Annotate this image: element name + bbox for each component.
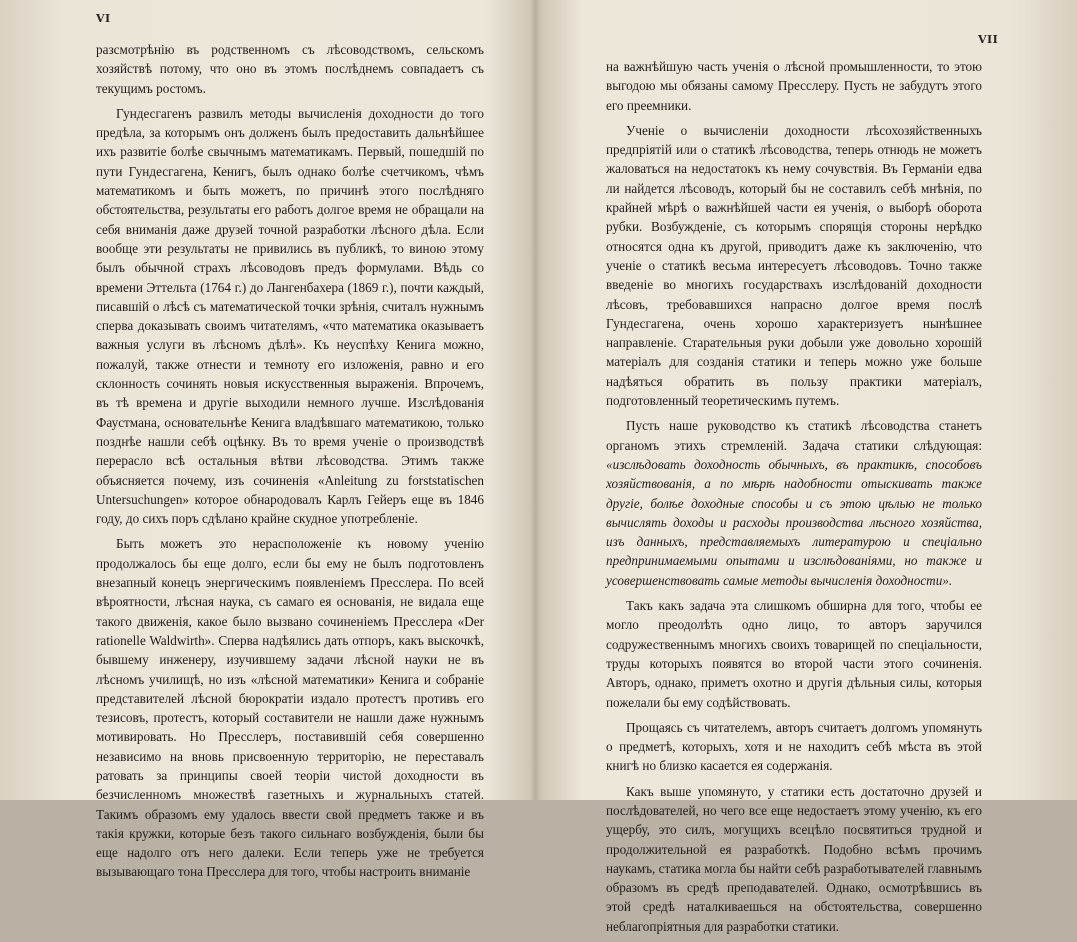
- paragraph-lead: Пусть наше руководство къ статикѣ лѣсоводства станетъ органомъ этихъ стремленій. Задача статики слѣдующая:: [606, 418, 982, 453]
- right-page: [540, 0, 1077, 934]
- paragraph: Такъ какъ задача эта слишкомъ обширна для того, чтобы ее могло преодолѣть одно лицо, то авторъ заручился содружественнымъ многихъ своихъ товарищей по спеціальности, труды которыхъ появятся во второй части этого сочиненія. Авторъ, однако, приметъ охотно и другія дѣльныя силы, которыя пожелали бы ему содѣйствовать.: [606, 598, 982, 710]
- paragraph: Ученіе о вычисленіи доходности лѣсохозяйственныхъ предпріятій или о статикѣ лѣсоводства, теперь отнюдь не можетъ жаловаться на недостатокъ къ нему сочувствія. Въ Германіи едва ли найдется лѣсоводъ, который бы не составилъ себѣ мнѣнія, по крайней мѣрѣ о важнѣйшей части ея ученія, о выборѣ оборота рубки. Возбужденіе, съ которымъ спорящія стороны нерѣдко относятся одна къ другой, приводитъ даже къ заключенію, что ученіе о статикѣ весьма интересуетъ лѣсоводовъ. Точно также введеніе во многихъ государствахъ изслѣдованій доходности лѣсовъ, требовавшихся напрасно долгое время послѣ Гундесгагена, очень хорошо характеризуетъ нынѣшнее направленіе. Старательныя руки добыли уже довольно хорошій матеріалъ для созданія статики и теперь можно уже больше надѣяться обратить въ пользу практики матеріалъ, подготовленный теоретическимъ путемъ.: [606, 122, 982, 409]
- paragraph: Быть можетъ это нерасположеніе къ новому ученію продолжалось бы еще долго, если бы ему не былъ подготовленъ внезапный конецъ энергическимъ появленіемъ Пресслера. По всей вѣроятности, лѣсная наука, съ самаго ея основанія, не видала еще такого движенія, какое было вызвано сочиненіемъ Пресслера «Der rationelle Waldwirth». Сперва надѣялись дать отпоръ, какъ выскочкѣ, бывшему инженеру, изучившему задачи лѣсной науки не въ лѣсномъ училищѣ, но изъ «лѣсной математики» Кенига и собраніе представителей лѣсной бюрократіи издало протестъ противъ его тезисовъ, протестъ, который составители не нашли даже нужнымъ мотивировать. Но Пресслеръ, поставившій себя совершенно независимо на вновь присвоенную территорію, не переставалъ ратовать за принципы своей теоріи чистой доходности въ безчисленномъ множествѣ газетныхъ и журнальныхъ статей. Такимъ образомъ ему удалось ввести свой предметъ также и въ такія кружки, которые безъ такого сильнаго возбужденія, были бы еще надолго отъ него далеки. Если теперь уже не требуется вызывающаго тона Пресслера для того, чтобы настроить вниманіе: [96, 536, 484, 880]
- paragraph: на важнѣйшую часть ученія о лѣсной промышленности, то этою выгодою мы обязаны самому Пресслеру. Пусть не забудутъ этого его преемники.: [606, 59, 982, 113]
- left-page: [0, 0, 538, 880]
- paragraph: разсмотрѣнію въ родственномъ съ лѣсоводствомъ, сельскомъ хозяйствѣ потому, что оно въ этомъ послѣднемъ совпадаетъ съ текущимъ ростомъ.: [96, 42, 484, 96]
- paragraph: Гундесгагенъ развилъ методы вычисленія доходности до того предѣла, за которымъ онъ долженъ былъ предоставить дальнѣйшее ихъ развитіе болѣе свычнымъ математикамъ. Первый, пошедшій по пути Гундесгагена, Кенигъ, былъ однако болѣе счетчикомъ, чѣмъ математикомъ и быть можетъ, по причинѣ этого послѣдняго обстоятельства, результаты его работъ долгое время не обращали на себя вниманія даже друзей точной разработки лѣсного дѣла. Если вообще эти результаты не привились въ публикѣ, то виною этому былъ обычной страхъ лѣсоводовъ предъ формулами. Вѣдь со времени Эттельта (1764 г.) до Лангенбахера (1869 г.), почти каждый, писавшій о лѣсѣ съ математической точки зрѣнія, считалъ нужнымъ сперва доказывать своимъ читателямъ, «что математика оказываетъ важныя услуги въ лѣсномъ дѣлѣ». Къ неуспѣху Кенига можно, пожалуй, также отнести и темноту его изложенія, равно и его склонность сочинять новыя искусственныя выраженія. Впрочемъ, въ тѣ времена и другіе выходили немного лучше. Изслѣдованія Фаустмана, основательнѣе Кенига владѣвшаго математикою, только позднѣе нашли себѣ оцѣнку. Въ то время ученіе о производствѣ перерасло всѣ остальныя вѣтви лѣсоводства. Этимъ также объясняется почему, изъ сочиненія «Anleitung zu forststatischen Untersuchungen» которое обнародовалъ Карлъ Гейеръ еще въ 1846 году, до сихъ поръ сдѣлано крайне скудное употребленіе.: [96, 105, 484, 527]
- page-body: [96, 40, 484, 888]
- paragraph: Какъ выше упомянуто, у статики есть достаточно друзей и послѣдователей, но чего все еще недостаетъ этому ученію, къ его ущербу, это силъ, могущихъ всецѣло посвятиться трудной и продолжительной ея разработкѣ. Подобно всѣмъ прочимъ наукамъ, статика могла бы найти себѣ разработывателей главнымъ образомъ въ средѣ преподавателей. Однако, осмотрѣвшись въ этой средѣ наталкиваешься на обстоятельства, совершенно неблагопріятныя для разработки статики.: [606, 783, 982, 934]
- page-number: VII: [978, 33, 999, 46]
- italic-definition: «изслѣдовать доходность обычныхъ, въ практикѣ, способовъ хозяйствованія, а по мѣрѣ надобности отыскивать также другіе, болѣе доходные способы и съ этою цѣлью не только вычислять доходы и расходы производства лѣсного хозяйства, изъ данныхъ, представляемыхъ литературою и спеціально предпринимаемыми опытами и изслѣдованіями, но также и усовершенствовать самые методы вычисленія доходности».: [606, 456, 982, 588]
- paragraph: Прощаясь съ читателемъ, авторъ считаетъ долгомъ упомянуть о предметѣ, которыхъ, хотя и не находитъ себѣ мѣста въ этой книгѣ но близко касается ея содержанія.: [606, 719, 982, 774]
- paragraph-with-definition: [606, 416, 982, 590]
- page-body: [606, 57, 982, 942]
- page-number: VI: [96, 12, 111, 25]
